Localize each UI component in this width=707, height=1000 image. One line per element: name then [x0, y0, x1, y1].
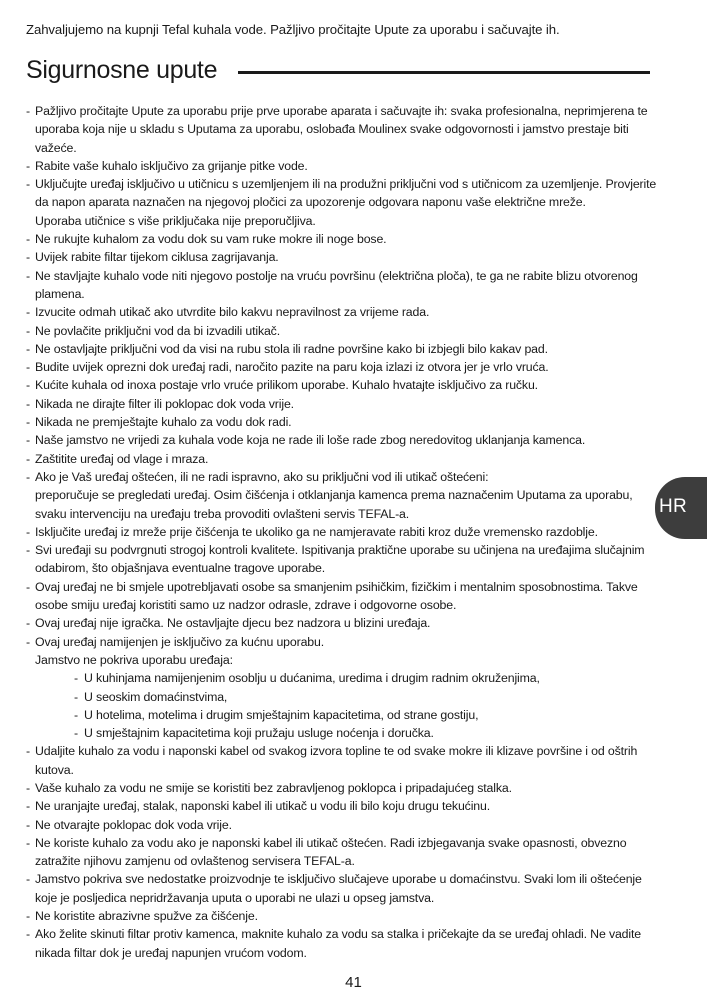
bullet-dash: - — [26, 360, 30, 375]
bullet-dash: - — [26, 835, 30, 850]
safety-item-line: Ne stavljajte kuhalo vode niti njegovo postolje na vruću površinu (električna ploča), te ga ne rabite blizu otvorenog — [35, 268, 638, 283]
bullet-dash: - — [26, 341, 30, 356]
safety-item — [26, 230, 676, 248]
warranty-exclusion-text: U smještajnim kapacitetima koji pružaju usluge noćenja i doručka. — [84, 726, 434, 741]
safety-item-line: Ovaj uređaj nije igračka. Ne ostavljajte djecu bez nadzora u blizini uređaja. — [35, 616, 431, 631]
safety-item-line: Uporaba utičnice s više priključaka nije preporučljiva. — [35, 213, 316, 228]
bullet-dash: - — [26, 323, 30, 338]
safety-item — [26, 578, 676, 615]
safety-item-line: Nikada ne dirajte filter ili poklopac dok voda vrije. — [35, 396, 294, 411]
bullet-dash: - — [26, 616, 30, 631]
safety-item — [26, 523, 676, 541]
safety-item-line: svaku intervenciju na uređaju treba provoditi ovlašteni servis TEFAL-a. — [35, 506, 410, 521]
safety-item — [26, 175, 676, 230]
safety-item-line: Svi uređaji su podvrgnuti strogoj kontroli kvalitete. Ispitivanja praktične uporabe su učinjena na uređajima slučajnim — [35, 543, 645, 558]
bullet-dash: - — [26, 268, 30, 283]
safety-item — [26, 340, 676, 358]
safety-item-line: kutova. — [35, 762, 74, 777]
safety-item-line: Udaljite kuhalo za vodu i naponski kabel od svakog izvora topline te od svake mokre ili klizave površine i od oštrih — [35, 744, 638, 759]
bullet-dash: - — [26, 433, 30, 448]
safety-instructions-list — [26, 102, 676, 962]
safety-item-line: preporučuje se pregledati uređaj. Osim čišćenja i otklanjanja kamenca prema naznačenim Uputama za uporabu, — [35, 488, 633, 503]
safety-item — [26, 376, 676, 394]
language-tab — [655, 477, 707, 539]
bullet-dash: - — [26, 378, 30, 393]
safety-item-line: Jamstvo pokriva sve nedostatke proizvodnje te isključivo slučajeve uporabe u domaćinstvu. Svaki lom ili oštećenje — [35, 872, 642, 887]
bullet-dash: - — [26, 524, 30, 539]
safety-item — [26, 267, 676, 304]
safety-item — [26, 742, 676, 779]
safety-item-line: važeće. — [35, 140, 77, 155]
safety-item-line: osobe smiju uređaj koristiti samo uz nadzor odrasle, zdrave i odgovorne osobe. — [35, 598, 457, 613]
safety-item — [26, 468, 676, 523]
safety-item-line: Pažljivo pročitajte Upute za uporabu prije prve uporabe aparata i sačuvajte ih: svaka profesionalna, neprimjerena te — [35, 104, 648, 118]
safety-item-line: Ne uranjajte uređaj, stalak, naponski kabel ili utikač u vodu ili bilo koju drugu tekućinu. — [35, 799, 490, 814]
safety-item-line: da napon aparata naznačen na njegovoj pločici za upozorenje odgovara naponu vaše električne mreže. — [35, 195, 586, 210]
bullet-dash: - — [26, 305, 30, 320]
safety-item — [26, 779, 676, 797]
bullet-dash: - — [26, 396, 30, 411]
bullet-dash: - — [26, 799, 30, 814]
bullet-dash: - — [26, 744, 30, 759]
safety-item — [26, 358, 676, 376]
bullet-dash: - — [26, 177, 30, 192]
safety-item-line: Rabite vaše kuhalo isključivo za grijanje pitke vode. — [35, 158, 308, 173]
bullet-dash: - — [74, 671, 78, 686]
bullet-dash: - — [74, 689, 78, 704]
language-tab-label: HR — [659, 496, 688, 517]
safety-item-line: Budite uvijek oprezni dok uređaj radi, naročito pazite na paru koja izlazi iz otvora jer je vrlo vruća. — [35, 360, 549, 375]
safety-item — [26, 102, 676, 157]
bullet-dash: - — [26, 780, 30, 795]
warranty-exclusion-text: U seoskim domaćinstvima, — [84, 689, 228, 704]
safety-item-line: Ako je Vaš uređaj oštećen, ili ne radi ispravno, ako su priključni vod ili utikač oštećeni: — [35, 469, 489, 484]
safety-item — [26, 907, 676, 925]
bullet-dash: - — [74, 726, 78, 741]
safety-item-line: Ne koriste kuhalo za vodu ako je naponski kabel ili utikač oštećen. Radi izbjegavanja svake opasnosti, obvezno — [35, 835, 627, 850]
safety-item-line: Naše jamstvo ne vrijedi za kuhala vode koja ne rade ili loše rade zbog neredovitog uklanjanja kamenca. — [35, 433, 586, 448]
safety-item — [26, 450, 676, 468]
safety-item-line: Ovaj uređaj ne bi smjele upotrebljavati osobe sa smanjenim psihičkim, fizičkim i mentalnim sposobnostima. Takve — [35, 579, 638, 594]
safety-item-line: Uključujte uređaj isključivo u utičnicu s uzemljenjem ili na produžni priključni vod s utičnicom za uzemljenje. Provjerite — [35, 177, 657, 192]
safety-item-line: plamena. — [35, 286, 85, 301]
bullet-dash: - — [26, 579, 30, 594]
safety-item-line: Ne povlačite priključni vod da bi izvadili utikač. — [35, 323, 280, 338]
bullet-dash: - — [26, 451, 30, 466]
intro-text: Zahvaljujemo na kupnji Tefal kuhala vode. Pažljivo pročitajte Upute za uporabu i sačuvajte ih. — [26, 22, 560, 37]
safety-item — [26, 413, 676, 431]
safety-item — [26, 541, 676, 578]
bullet-dash: - — [74, 707, 78, 722]
bullet-dash: - — [26, 817, 30, 832]
bullet-dash: - — [26, 909, 30, 924]
warranty-exclusion-text: U kuhinjama namijenjenim osoblju u dućanima, uredima i drugim radnim okruženjima, — [84, 671, 540, 686]
safety-item-line: uporaba koja nije u skladu s Uputama za uporabu, oslobađa Moulinex svake odgovornosti i jamstvo prestaje biti — [35, 122, 629, 137]
safety-item-line: Zaštitite uređaj od vlage i mraza. — [35, 451, 209, 466]
safety-item — [26, 431, 676, 449]
page-number: 41 — [345, 974, 362, 991]
safety-item-line: Jamstvo ne pokriva uporabu uređaja: — [35, 652, 233, 667]
safety-item — [26, 816, 676, 834]
safety-item-line: Nikada ne premještajte kuhalo za vodu dok radi. — [35, 415, 292, 430]
safety-item-line: Ne koristite abrazivne spužve za čišćenje. — [35, 909, 258, 924]
safety-item — [26, 925, 676, 962]
safety-item — [26, 633, 676, 670]
bullet-dash: - — [26, 543, 30, 558]
section-heading: Sigurnosne upute — [26, 56, 218, 84]
safety-item-line: Izvucite odmah utikač ako utvrdite bilo kakvu nepravilnost za vrijeme rada. — [35, 305, 430, 320]
section-heading-row — [26, 56, 626, 88]
safety-item-line: nikada filtar dok je uređaj napunjen vrućom vodom. — [35, 945, 307, 960]
safety-item-line: Uvijek rabite filtar tijekom ciklusa zagrijavanja. — [35, 250, 279, 265]
safety-item-line: odabirom, što objašnjava eventualne tragove uporabe. — [35, 561, 326, 576]
safety-item — [26, 248, 676, 266]
safety-item-line: Ako želite skinuti filtar protiv kamenca, maknite kuhalo za vodu sa stalka i pričekajte da se uređaj ohladi. Ne vadite — [35, 927, 641, 942]
bullet-dash: - — [26, 415, 30, 430]
safety-item-line: Ne otvarajte poklopac dok voda vrije. — [35, 817, 232, 832]
warranty-exclusion-item — [26, 724, 676, 742]
bullet-dash: - — [26, 104, 30, 118]
bullet-dash: - — [26, 232, 30, 247]
safety-item — [26, 303, 676, 321]
safety-item-line: zatražite njihovu zamjenu od ovlaštenog servisera TEFAL-a. — [35, 854, 355, 869]
warranty-exclusion-item — [26, 688, 676, 706]
warranty-exclusion-item — [26, 706, 676, 724]
safety-item — [26, 322, 676, 340]
bullet-dash: - — [26, 872, 30, 887]
safety-item-line: Kućite kuhala od inoxa postaje vrlo vruće prilikom uporabe. Kuhalo hvatajte isključivo za ručku. — [35, 378, 538, 393]
safety-item — [26, 870, 676, 907]
safety-item — [26, 157, 676, 175]
safety-item — [26, 834, 676, 871]
safety-item — [26, 797, 676, 815]
bullet-dash: - — [26, 469, 30, 484]
safety-item — [26, 395, 676, 413]
safety-item-line: Ne rukujte kuhalom za vodu dok su vam ruke mokre ili noge bose. — [35, 232, 387, 247]
safety-item-line: Vaše kuhalo za vodu ne smije se koristiti bez zabravljenog poklopca i pripadajućeg stalka. — [35, 780, 512, 795]
bullet-dash: - — [26, 250, 30, 265]
bullet-dash: - — [26, 634, 30, 649]
bullet-dash: - — [26, 158, 30, 173]
safety-item-line: Ovaj uređaj namijenjen je isključivo za kućnu uporabu. — [35, 634, 325, 649]
safety-item — [26, 614, 676, 632]
heading-underline — [238, 71, 650, 74]
safety-item-line: Isključite uređaj iz mreže prije čišćenja te ukoliko ga ne namjeravate rabiti kroz duže vremensko razdoblje. — [35, 524, 598, 539]
safety-item-line: Ne ostavljajte priključni vod da visi na rubu stola ili radne površine kako bi izbjegli bilo kakav pad. — [35, 341, 548, 356]
warranty-exclusion-item — [26, 669, 676, 687]
bullet-dash: - — [26, 927, 30, 942]
warranty-exclusion-text: U hotelima, motelima i drugim smještajnim kapacitetima, od strane gostiju, — [84, 707, 479, 722]
safety-item-line: koje je posljedica nepridržavanja uputa o uporabi ne ulazi u opseg jamstva. — [35, 890, 435, 905]
